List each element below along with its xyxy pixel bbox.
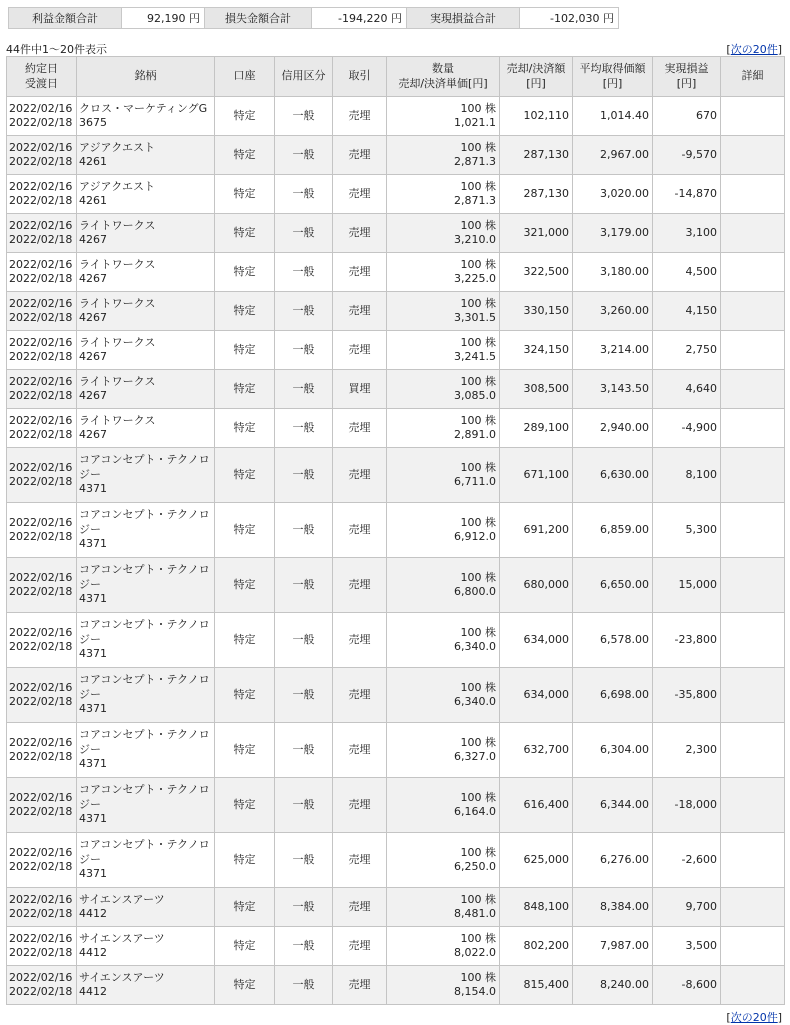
avg-cost-cell: 6,578.00 bbox=[573, 613, 653, 668]
stock-name-cell bbox=[77, 292, 215, 331]
stock-code: 4267 bbox=[79, 389, 107, 402]
dates-cell: 2022/02/16 2022/02/18 bbox=[7, 331, 77, 370]
dates-cell: 2022/02/16 2022/02/18 bbox=[7, 175, 77, 214]
account-cell: 特定 bbox=[215, 966, 275, 1005]
dates-cell: 2022/02/16 2022/02/18 bbox=[7, 927, 77, 966]
trade-type-cell: 売埋 bbox=[333, 833, 387, 888]
realized-pl-cell: 4,640 bbox=[653, 370, 721, 409]
stock-code: 4371 bbox=[79, 757, 107, 771]
col-header-margin: 信用区分 bbox=[275, 57, 333, 97]
dates-cell: 2022/02/16 2022/02/18 bbox=[7, 370, 77, 409]
stock-name-cell bbox=[77, 175, 215, 214]
trade-type-cell: 売埋 bbox=[333, 927, 387, 966]
qty-price-cell: 100 株 6,340.0 bbox=[387, 613, 500, 668]
table-row bbox=[7, 613, 785, 668]
stock-name: アジアクエスト bbox=[79, 179, 156, 193]
table-row bbox=[7, 558, 785, 613]
amount-cell: 632,700 bbox=[500, 723, 573, 778]
col-header-amount: 売却/決済額 [円] bbox=[500, 57, 573, 97]
amount-cell: 691,200 bbox=[500, 503, 573, 558]
detail-cell[interactable] bbox=[721, 214, 785, 253]
stock-name: ライトワークス bbox=[79, 218, 156, 232]
table-row bbox=[7, 97, 785, 136]
stock-name-cell bbox=[77, 613, 215, 668]
stock-name-cell bbox=[77, 888, 215, 927]
dates-cell: 2022/02/16 2022/02/18 bbox=[7, 558, 77, 613]
realized-pl-cell: 2,750 bbox=[653, 331, 721, 370]
avg-cost-cell: 2,940.00 bbox=[573, 409, 653, 448]
realized-pl-cell: -9,570 bbox=[653, 136, 721, 175]
qty-price-cell: 100 株 3,210.0 bbox=[387, 214, 500, 253]
realized-pl-cell: -18,000 bbox=[653, 778, 721, 833]
account-cell: 特定 bbox=[215, 927, 275, 966]
realized-pl-cell: 4,150 bbox=[653, 292, 721, 331]
dates-cell: 2022/02/16 2022/02/18 bbox=[7, 136, 77, 175]
amount-cell: 102,110 bbox=[500, 97, 573, 136]
qty-price-cell: 100 株 6,912.0 bbox=[387, 503, 500, 558]
realized-pl-cell: 3,100 bbox=[653, 214, 721, 253]
avg-cost-cell: 6,650.00 bbox=[573, 558, 653, 613]
stock-name-cell bbox=[77, 409, 215, 448]
col-header-name: 銘柄 bbox=[77, 57, 215, 97]
trade-type-cell: 売埋 bbox=[333, 888, 387, 927]
detail-cell[interactable] bbox=[721, 503, 785, 558]
stock-name-cell bbox=[77, 214, 215, 253]
avg-cost-cell: 6,630.00 bbox=[573, 448, 653, 503]
stock-name: ライトワークス bbox=[79, 413, 156, 427]
trade-type-cell: 売埋 bbox=[333, 175, 387, 214]
summary-bar bbox=[8, 7, 619, 29]
table-row bbox=[7, 331, 785, 370]
table-row bbox=[7, 966, 785, 1005]
amount-cell: 287,130 bbox=[500, 175, 573, 214]
stock-code: 4371 bbox=[79, 647, 107, 661]
trade-type-cell: 買埋 bbox=[333, 370, 387, 409]
table-row bbox=[7, 136, 785, 175]
dates-cell: 2022/02/16 2022/02/18 bbox=[7, 723, 77, 778]
table-row bbox=[7, 927, 785, 966]
trade-type-cell: 売埋 bbox=[333, 136, 387, 175]
stock-code: 4412 bbox=[79, 946, 107, 959]
stock-name-cell bbox=[77, 331, 215, 370]
margin-type-cell: 一般 bbox=[275, 331, 333, 370]
dates-cell: 2022/02/16 2022/02/18 bbox=[7, 214, 77, 253]
amount-cell: 616,400 bbox=[500, 778, 573, 833]
stock-name: コアコンセプト・テクノロジー bbox=[79, 673, 210, 701]
stock-name-cell bbox=[77, 558, 215, 613]
col-header-pl: 実現損益 [円] bbox=[653, 57, 721, 97]
trade-type-cell: 売埋 bbox=[333, 966, 387, 1005]
qty-price-cell: 100 株 6,250.0 bbox=[387, 833, 500, 888]
loss-total-label: 損失金額合計 bbox=[205, 8, 312, 29]
amount-cell: 330,150 bbox=[500, 292, 573, 331]
stock-name-cell bbox=[77, 136, 215, 175]
trade-type-cell: 売埋 bbox=[333, 668, 387, 723]
dates-cell: 2022/02/16 2022/02/18 bbox=[7, 503, 77, 558]
detail-cell[interactable] bbox=[721, 292, 785, 331]
stock-name-cell bbox=[77, 97, 215, 136]
table-row bbox=[7, 448, 785, 503]
next-page-link-top[interactable]: [次の20件] bbox=[726, 43, 782, 56]
detail-cell[interactable] bbox=[721, 448, 785, 503]
stock-name: サイエンスアーツ bbox=[79, 892, 165, 906]
stock-name-cell bbox=[77, 668, 215, 723]
realized-pl-cell: 2,300 bbox=[653, 723, 721, 778]
account-cell: 特定 bbox=[215, 503, 275, 558]
stock-name: コアコンセプト・テクノロジー bbox=[79, 453, 210, 481]
avg-cost-cell: 6,276.00 bbox=[573, 833, 653, 888]
avg-cost-cell: 6,859.00 bbox=[573, 503, 653, 558]
stock-code: 4267 bbox=[79, 311, 107, 324]
table-row bbox=[7, 778, 785, 833]
stock-code: 4371 bbox=[79, 482, 107, 496]
margin-type-cell: 一般 bbox=[275, 503, 333, 558]
stock-code: 4261 bbox=[79, 155, 107, 168]
realized-pl-cell: -23,800 bbox=[653, 613, 721, 668]
amount-cell: 671,100 bbox=[500, 448, 573, 503]
stock-name-cell bbox=[77, 253, 215, 292]
avg-cost-cell: 3,214.00 bbox=[573, 331, 653, 370]
stock-name-cell bbox=[77, 370, 215, 409]
qty-price-cell: 100 株 2,871.3 bbox=[387, 136, 500, 175]
col-header-avg: 平均取得価額 [円] bbox=[573, 57, 653, 97]
table-row bbox=[7, 888, 785, 927]
amount-cell: 322,500 bbox=[500, 253, 573, 292]
account-cell: 特定 bbox=[215, 833, 275, 888]
realized-pl-cell: -4,900 bbox=[653, 409, 721, 448]
account-cell: 特定 bbox=[215, 175, 275, 214]
qty-price-cell: 100 株 3,225.0 bbox=[387, 253, 500, 292]
avg-cost-cell: 6,344.00 bbox=[573, 778, 653, 833]
realized-pl-cell: 15,000 bbox=[653, 558, 721, 613]
margin-type-cell: 一般 bbox=[275, 136, 333, 175]
dates-cell: 2022/02/16 2022/02/18 bbox=[7, 97, 77, 136]
stock-name: サイエンスアーツ bbox=[79, 970, 165, 984]
detail-cell[interactable] bbox=[721, 175, 785, 214]
table-row bbox=[7, 214, 785, 253]
qty-price-cell: 100 株 1,021.1 bbox=[387, 97, 500, 136]
stock-code: 3675 bbox=[79, 116, 107, 129]
realized-pl-cell: 670 bbox=[653, 97, 721, 136]
col-header-account: 口座 bbox=[215, 57, 275, 97]
stock-name-cell bbox=[77, 966, 215, 1005]
stock-code: 4261 bbox=[79, 194, 107, 207]
realized-pl-cell: 5,300 bbox=[653, 503, 721, 558]
stock-code: 4371 bbox=[79, 867, 107, 881]
avg-cost-cell: 3,179.00 bbox=[573, 214, 653, 253]
avg-cost-cell: 3,020.00 bbox=[573, 175, 653, 214]
table-row bbox=[7, 292, 785, 331]
margin-type-cell: 一般 bbox=[275, 409, 333, 448]
dates-cell: 2022/02/16 2022/02/18 bbox=[7, 448, 77, 503]
avg-cost-cell: 7,987.00 bbox=[573, 927, 653, 966]
table-row bbox=[7, 668, 785, 723]
stock-name-cell bbox=[77, 927, 215, 966]
qty-price-cell: 100 株 2,891.0 bbox=[387, 409, 500, 448]
dates-cell: 2022/02/16 2022/02/18 bbox=[7, 888, 77, 927]
qty-price-cell: 100 株 8,481.0 bbox=[387, 888, 500, 927]
col-header-detail: 詳細 bbox=[721, 57, 785, 97]
detail-cell[interactable] bbox=[721, 668, 785, 723]
trade-type-cell: 売埋 bbox=[333, 292, 387, 331]
next-page-link-text[interactable]: 次の20件 bbox=[730, 1011, 778, 1024]
profit-total-value: 92,190 円 bbox=[122, 8, 205, 29]
stock-name: コアコンセプト・テクノロジー bbox=[79, 508, 210, 536]
amount-cell: 308,500 bbox=[500, 370, 573, 409]
account-cell: 特定 bbox=[215, 253, 275, 292]
qty-price-cell: 100 株 3,241.5 bbox=[387, 331, 500, 370]
qty-price-cell: 100 株 2,871.3 bbox=[387, 175, 500, 214]
qty-price-cell: 100 株 8,154.0 bbox=[387, 966, 500, 1005]
detail-cell[interactable] bbox=[721, 966, 785, 1005]
avg-cost-cell: 6,304.00 bbox=[573, 723, 653, 778]
realized-pl-cell: 8,100 bbox=[653, 448, 721, 503]
col-header-qty: 数量 売却/決済単価[円] bbox=[387, 57, 500, 97]
stock-name: コアコンセプト・テクノロジー bbox=[79, 728, 210, 756]
stock-name-cell bbox=[77, 723, 215, 778]
loss-total-value: -194,220 円 bbox=[312, 8, 407, 29]
margin-type-cell: 一般 bbox=[275, 966, 333, 1005]
detail-cell[interactable] bbox=[721, 558, 785, 613]
trade-type-cell: 売埋 bbox=[333, 253, 387, 292]
trade-type-cell: 売埋 bbox=[333, 214, 387, 253]
margin-type-cell: 一般 bbox=[275, 253, 333, 292]
avg-cost-cell: 2,967.00 bbox=[573, 136, 653, 175]
margin-type-cell: 一般 bbox=[275, 97, 333, 136]
table-header-row bbox=[7, 57, 785, 97]
col-header-dates: 約定日 受渡日 bbox=[7, 57, 77, 97]
detail-cell[interactable] bbox=[721, 927, 785, 966]
amount-cell: 634,000 bbox=[500, 613, 573, 668]
stock-code: 4371 bbox=[79, 537, 107, 551]
detail-cell[interactable] bbox=[721, 613, 785, 668]
detail-cell[interactable] bbox=[721, 136, 785, 175]
stock-name: コアコンセプト・テクノロジー bbox=[79, 563, 210, 591]
table-body bbox=[7, 97, 785, 1005]
qty-price-cell: 100 株 6,327.0 bbox=[387, 723, 500, 778]
stock-name: アジアクエスト bbox=[79, 140, 156, 154]
account-cell: 特定 bbox=[215, 370, 275, 409]
realized-pl-cell: -35,800 bbox=[653, 668, 721, 723]
stock-code: 4412 bbox=[79, 985, 107, 998]
account-cell: 特定 bbox=[215, 97, 275, 136]
profit-total-label: 利益金額合計 bbox=[9, 8, 122, 29]
amount-cell: 289,100 bbox=[500, 409, 573, 448]
margin-type-cell: 一般 bbox=[275, 370, 333, 409]
realized-pl-cell: 3,500 bbox=[653, 927, 721, 966]
trade-type-cell: 売埋 bbox=[333, 613, 387, 668]
trade-type-cell: 売埋 bbox=[333, 503, 387, 558]
detail-cell[interactable] bbox=[721, 833, 785, 888]
dates-cell: 2022/02/16 2022/02/18 bbox=[7, 668, 77, 723]
table-row bbox=[7, 409, 785, 448]
account-cell: 特定 bbox=[215, 888, 275, 927]
detail-cell[interactable] bbox=[721, 97, 785, 136]
stock-code: 4371 bbox=[79, 702, 107, 716]
account-cell: 特定 bbox=[215, 409, 275, 448]
col-header-trade: 取引 bbox=[333, 57, 387, 97]
avg-cost-cell: 8,240.00 bbox=[573, 966, 653, 1005]
qty-price-cell: 100 株 8,022.0 bbox=[387, 927, 500, 966]
qty-price-cell: 100 株 6,164.0 bbox=[387, 778, 500, 833]
detail-cell[interactable] bbox=[721, 370, 785, 409]
avg-cost-cell: 3,180.00 bbox=[573, 253, 653, 292]
dates-cell: 2022/02/16 2022/02/18 bbox=[7, 966, 77, 1005]
margin-type-cell: 一般 bbox=[275, 448, 333, 503]
table-row bbox=[7, 833, 785, 888]
margin-type-cell: 一般 bbox=[275, 723, 333, 778]
avg-cost-cell: 3,260.00 bbox=[573, 292, 653, 331]
realized-pl-cell: -2,600 bbox=[653, 833, 721, 888]
trade-type-cell: 売埋 bbox=[333, 409, 387, 448]
stock-name: コアコンセプト・テクノロジー bbox=[79, 838, 210, 866]
stock-name: ライトワークス bbox=[79, 257, 156, 271]
avg-cost-cell: 6,698.00 bbox=[573, 668, 653, 723]
qty-price-cell: 100 株 6,711.0 bbox=[387, 448, 500, 503]
next-page-link-text[interactable]: 次の20件 bbox=[730, 43, 778, 56]
amount-cell: 321,000 bbox=[500, 214, 573, 253]
account-cell: 特定 bbox=[215, 778, 275, 833]
qty-price-cell: 100 株 3,085.0 bbox=[387, 370, 500, 409]
margin-type-cell: 一般 bbox=[275, 778, 333, 833]
realized-pl-cell: 4,500 bbox=[653, 253, 721, 292]
detail-cell[interactable] bbox=[721, 409, 785, 448]
amount-cell: 625,000 bbox=[500, 833, 573, 888]
realized-pl-cell: -8,600 bbox=[653, 966, 721, 1005]
trade-type-cell: 売埋 bbox=[333, 448, 387, 503]
account-cell: 特定 bbox=[215, 668, 275, 723]
margin-type-cell: 一般 bbox=[275, 292, 333, 331]
margin-type-cell: 一般 bbox=[275, 833, 333, 888]
qty-price-cell: 100 株 6,340.0 bbox=[387, 668, 500, 723]
margin-type-cell: 一般 bbox=[275, 214, 333, 253]
stock-name: サイエンスアーツ bbox=[79, 931, 165, 945]
amount-cell: 634,000 bbox=[500, 668, 573, 723]
avg-cost-cell: 8,384.00 bbox=[573, 888, 653, 927]
table-row bbox=[7, 370, 785, 409]
dates-cell: 2022/02/16 2022/02/18 bbox=[7, 613, 77, 668]
stock-name-cell bbox=[77, 778, 215, 833]
stock-name: クロス・マーケティングG bbox=[79, 101, 208, 115]
detail-cell[interactable] bbox=[721, 253, 785, 292]
avg-cost-cell: 1,014.40 bbox=[573, 97, 653, 136]
qty-price-cell: 100 株 3,301.5 bbox=[387, 292, 500, 331]
dates-cell: 2022/02/16 2022/02/18 bbox=[7, 253, 77, 292]
dates-cell: 2022/02/16 2022/02/18 bbox=[7, 778, 77, 833]
amount-cell: 802,200 bbox=[500, 927, 573, 966]
account-cell: 特定 bbox=[215, 613, 275, 668]
margin-type-cell: 一般 bbox=[275, 558, 333, 613]
amount-cell: 324,150 bbox=[500, 331, 573, 370]
account-cell: 特定 bbox=[215, 448, 275, 503]
detail-cell[interactable] bbox=[721, 778, 785, 833]
detail-cell[interactable] bbox=[721, 331, 785, 370]
account-cell: 特定 bbox=[215, 136, 275, 175]
stock-code: 4412 bbox=[79, 907, 107, 920]
stock-code: 4371 bbox=[79, 812, 107, 826]
stock-code: 4267 bbox=[79, 233, 107, 246]
stock-code: 4267 bbox=[79, 428, 107, 441]
table-row bbox=[7, 253, 785, 292]
qty-price-cell: 100 株 6,800.0 bbox=[387, 558, 500, 613]
margin-type-cell: 一般 bbox=[275, 668, 333, 723]
trade-type-cell: 売埋 bbox=[333, 97, 387, 136]
trade-history-table bbox=[6, 56, 785, 1005]
margin-type-cell: 一般 bbox=[275, 613, 333, 668]
table-row bbox=[7, 723, 785, 778]
stock-code: 4267 bbox=[79, 350, 107, 363]
stock-name: ライトワークス bbox=[79, 296, 156, 310]
trade-type-cell: 売埋 bbox=[333, 331, 387, 370]
dates-cell: 2022/02/16 2022/02/18 bbox=[7, 833, 77, 888]
table-row bbox=[7, 503, 785, 558]
amount-cell: 287,130 bbox=[500, 136, 573, 175]
detail-cell[interactable] bbox=[721, 723, 785, 778]
account-cell: 特定 bbox=[215, 723, 275, 778]
result-count: 44件中1～20件表示 bbox=[6, 43, 107, 56]
detail-cell[interactable] bbox=[721, 888, 785, 927]
margin-type-cell: 一般 bbox=[275, 888, 333, 927]
trade-type-cell: 売埋 bbox=[333, 778, 387, 833]
stock-name: ライトワークス bbox=[79, 374, 156, 388]
margin-type-cell: 一般 bbox=[275, 927, 333, 966]
stock-name: コアコンセプト・テクノロジー bbox=[79, 618, 210, 646]
margin-type-cell: 一般 bbox=[275, 175, 333, 214]
trade-type-cell: 売埋 bbox=[333, 558, 387, 613]
account-cell: 特定 bbox=[215, 292, 275, 331]
realized-total-label: 実現損益合計 bbox=[407, 8, 520, 29]
amount-cell: 815,400 bbox=[500, 966, 573, 1005]
table-row bbox=[7, 175, 785, 214]
amount-cell: 680,000 bbox=[500, 558, 573, 613]
account-cell: 特定 bbox=[215, 214, 275, 253]
realized-total-value: -102,030 円 bbox=[520, 8, 619, 29]
next-page-link-bottom[interactable]: [次の20件] bbox=[726, 1011, 782, 1024]
stock-name: コアコンセプト・テクノロジー bbox=[79, 783, 210, 811]
stock-name-cell bbox=[77, 833, 215, 888]
account-cell: 特定 bbox=[215, 331, 275, 370]
dates-cell: 2022/02/16 2022/02/18 bbox=[7, 292, 77, 331]
account-cell: 特定 bbox=[215, 558, 275, 613]
amount-cell: 848,100 bbox=[500, 888, 573, 927]
stock-name-cell bbox=[77, 503, 215, 558]
trade-type-cell: 売埋 bbox=[333, 723, 387, 778]
stock-code: 4371 bbox=[79, 592, 107, 606]
stock-name: ライトワークス bbox=[79, 335, 156, 349]
realized-pl-cell: 9,700 bbox=[653, 888, 721, 927]
stock-name-cell bbox=[77, 448, 215, 503]
realized-pl-cell: -14,870 bbox=[653, 175, 721, 214]
stock-code: 4267 bbox=[79, 272, 107, 285]
dates-cell: 2022/02/16 2022/02/18 bbox=[7, 409, 77, 448]
avg-cost-cell: 3,143.50 bbox=[573, 370, 653, 409]
